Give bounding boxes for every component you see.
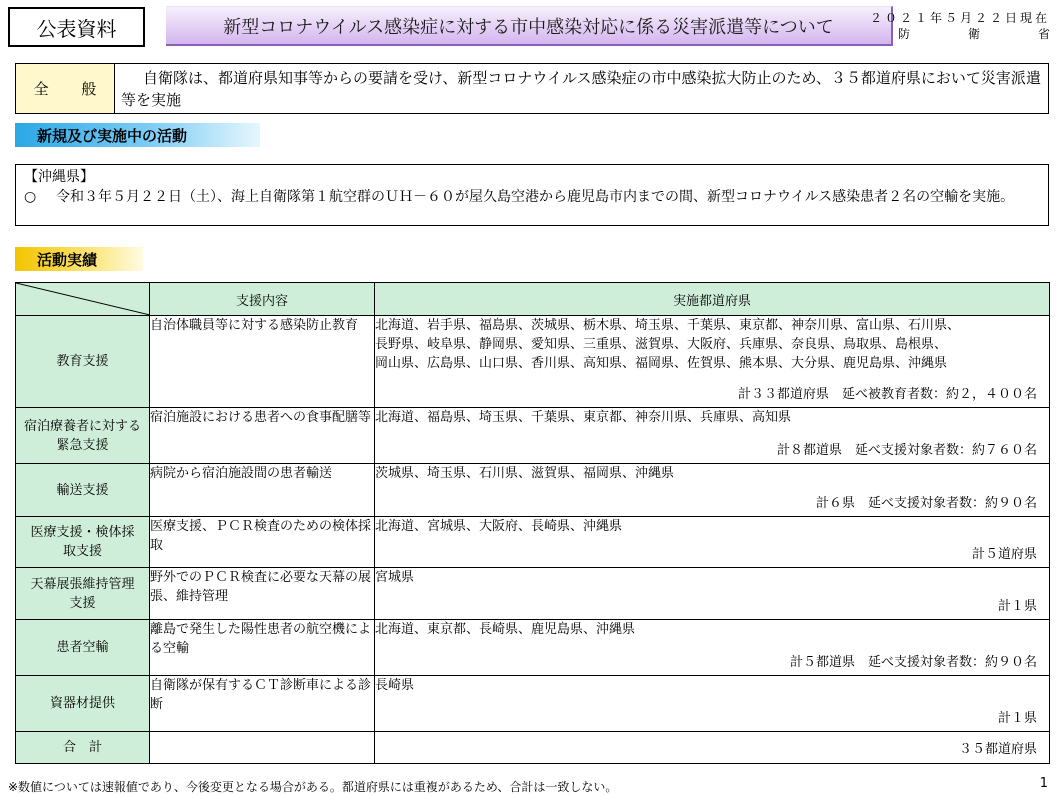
new-activity-prefecture: 【沖縄県】 — [24, 169, 94, 185]
table-header-row — [16, 283, 1050, 316]
row-category: 天幕展張維持管理支援 — [16, 568, 150, 620]
row-total: 計１県 — [997, 599, 1037, 614]
row-total: 計５都道県 延べ支援対象者数：約９０名 — [789, 655, 1037, 670]
organization-name — [898, 25, 1050, 42]
row-total: 計８都道県 延べ支援対象者数：約７６０名 — [776, 443, 1037, 458]
row-prefectures-cell — [375, 676, 1050, 732]
row-content: 自治体職員等に対する感染防止教育 — [150, 316, 375, 408]
row-content: 医療支援、ＰＣＲ検査のための検体採取 — [150, 517, 375, 568]
header-prefectures: 実施都道府県 — [375, 283, 1050, 316]
row-prefectures: 北海道、福島県、埼玉県、千葉県、東京都、神奈川県、兵庫県、高知県 — [375, 410, 792, 425]
row-category: 資器材提供 — [16, 676, 150, 732]
row-content: 離島で発生した陽性患者の航空機による空輸 — [150, 620, 375, 676]
row-prefectures-cell — [375, 464, 1050, 517]
table-row — [16, 408, 1050, 464]
table-row — [16, 620, 1050, 676]
row-total: 計１県 — [997, 711, 1037, 726]
general-label: 全 般 — [16, 64, 115, 113]
row-total: 計３３都道府県 延べ被教育者数：約２，４００名 — [737, 387, 1037, 402]
general-summary-box — [15, 63, 1049, 114]
row-category: 教育支援 — [16, 316, 150, 408]
row-prefectures-cell — [375, 517, 1050, 568]
section-heading-new-activities: 新規及び実施中の活動 — [15, 123, 260, 147]
page-number: 1 — [1039, 776, 1048, 791]
grand-total-label: 合 計 — [16, 732, 150, 764]
row-category: 宿泊療養者に対する緊急支援 — [16, 408, 150, 464]
grand-total-empty-cell — [150, 732, 375, 764]
row-prefectures-cell — [375, 620, 1050, 676]
grand-total-row — [16, 732, 1050, 764]
table-row — [16, 464, 1050, 517]
diagonal-line — [16, 283, 150, 315]
row-content: 宿泊施設における患者への食事配膳等 — [150, 408, 375, 464]
row-content: 野外でのＰＣＲ検査に必要な天幕の展張、維持管理 — [150, 568, 375, 620]
row-category: 患者空輸 — [16, 620, 150, 676]
row-total: 計５道府県 — [971, 547, 1037, 562]
bullet-circle: ○ — [24, 189, 37, 205]
footnote: ※数値については速報値であり、今後変更となる場合がある。都道府県には重複があるため、合計は一致しない。 — [8, 780, 618, 794]
general-text: 自衛隊は、都道府県知事等からの要請を受け、新型コロナウイルス感染症の市中感染拡大防止のため、３５都道府県において災害派遣等を実施 — [121, 69, 1041, 109]
row-prefectures-cell — [375, 408, 1050, 464]
table-row — [16, 316, 1050, 408]
date-stamp: ２０２１年５月２２日現在 — [869, 11, 1050, 25]
new-activities-box — [15, 164, 1049, 226]
row-prefectures: 宮城県 — [375, 570, 415, 585]
section-heading-results: 活動実績 — [15, 247, 143, 271]
row-prefectures-cell — [375, 316, 1050, 408]
row-category: 輸送支援 — [16, 464, 150, 517]
row-content: 病院から宿泊施設間の患者輸送 — [150, 464, 375, 517]
new-activity-text: 令和３年５月２２日（土）、海上自衛隊第１航空群のＵＨ－６０が屋久島空港から鹿児島市内までの間、新型コロナウイルス感染患者２名の空輸を実施。 — [56, 189, 1015, 205]
new-activity-item — [24, 187, 1040, 207]
header-content: 支援内容 — [150, 283, 375, 316]
row-prefectures-cell — [375, 568, 1050, 620]
row-total: 計６県 延べ支援対象者数：約９０名 — [815, 496, 1037, 511]
org-char: 防 — [898, 27, 911, 41]
table-row — [16, 568, 1050, 620]
grand-total-value: ３５都道府県 — [375, 732, 1050, 764]
row-category: 医療支援・検体採取支援 — [16, 517, 150, 568]
document-label: 公表資料 — [8, 7, 145, 47]
page-title: 新型コロナウイルス感染症に対する市中感染対応に係る災害派遣等について — [166, 6, 893, 46]
table-row — [16, 517, 1050, 568]
org-char: 省 — [1037, 27, 1050, 41]
row-content: 自衛隊が保有するＣＴ診断車による診断 — [150, 676, 375, 732]
header-diagonal-cell — [16, 283, 150, 316]
table-row — [16, 676, 1050, 732]
results-table — [15, 282, 1050, 764]
row-prefectures: 茨城県、埼玉県、石川県、滋賀県、福岡県、沖縄県 — [375, 466, 675, 481]
row-prefectures: 長崎県 — [375, 678, 415, 693]
row-prefectures: 北海道、東京都、長崎県、鹿児島県、沖縄県 — [375, 622, 636, 637]
row-prefectures: 北海道、岩手県、福島県、茨城県、栃木県、埼玉県、千葉県、東京都、神奈川県、富山県、石川県、 長野県、岐阜県、静岡県、愛知県、三重県、滋賀県、大阪府、兵庫県、奈良県、鳥取県、島根県、 岡山県、広島県、山口県、香川県、高知県、福岡県、佐賀県、熊本県、大分県、鹿児島県、沖縄県 — [375, 318, 961, 371]
org-char: 衛 — [967, 27, 980, 41]
row-prefectures: 北海道、宮城県、大阪府、長崎県、沖縄県 — [375, 519, 623, 534]
